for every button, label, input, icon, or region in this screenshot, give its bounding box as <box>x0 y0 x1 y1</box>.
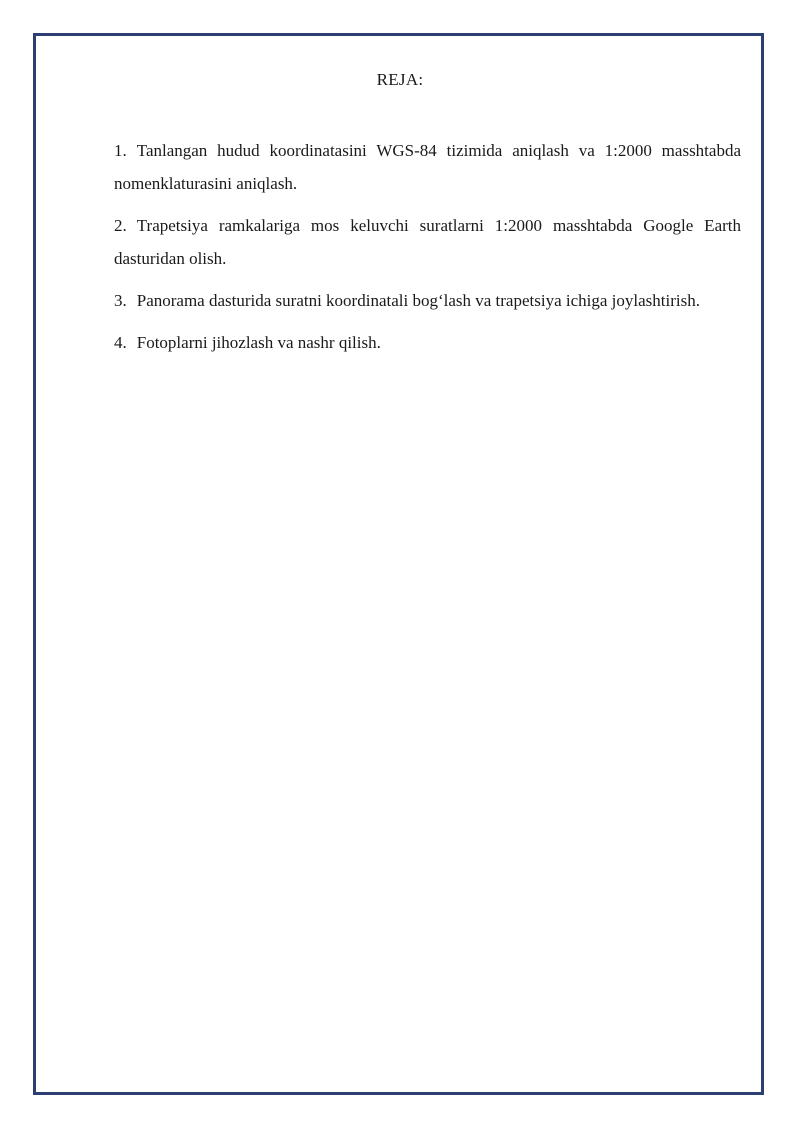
list-item <box>114 326 741 359</box>
list-item <box>114 284 741 317</box>
item-text: Panorama dasturida suratni koordinatali bog‘lash va trapetsiya ichiga joylashtirish. <box>136 291 700 310</box>
item-number: 4. <box>114 333 127 352</box>
item-number: 3. <box>114 291 127 310</box>
item-number: 1. <box>114 141 127 160</box>
item-text: Tanlangan hudud koordinatasini WGS-84 tizimida aniqlash va 1:2000 masshtabda nomenklaturasini aniqlash. <box>114 141 741 193</box>
page-title: REJA: <box>376 70 424 89</box>
item-number: 2. <box>114 216 127 235</box>
list-item <box>114 134 741 200</box>
list-item <box>114 209 741 275</box>
item-text: Trapetsiya ramkalariga mos keluvchi suratlarni 1:2000 masshtabda Google Earth dasturidan olish. <box>114 216 741 268</box>
plan-list <box>114 134 741 368</box>
item-text: Fotoplarni jihozlash va nashr qilish. <box>136 333 381 352</box>
